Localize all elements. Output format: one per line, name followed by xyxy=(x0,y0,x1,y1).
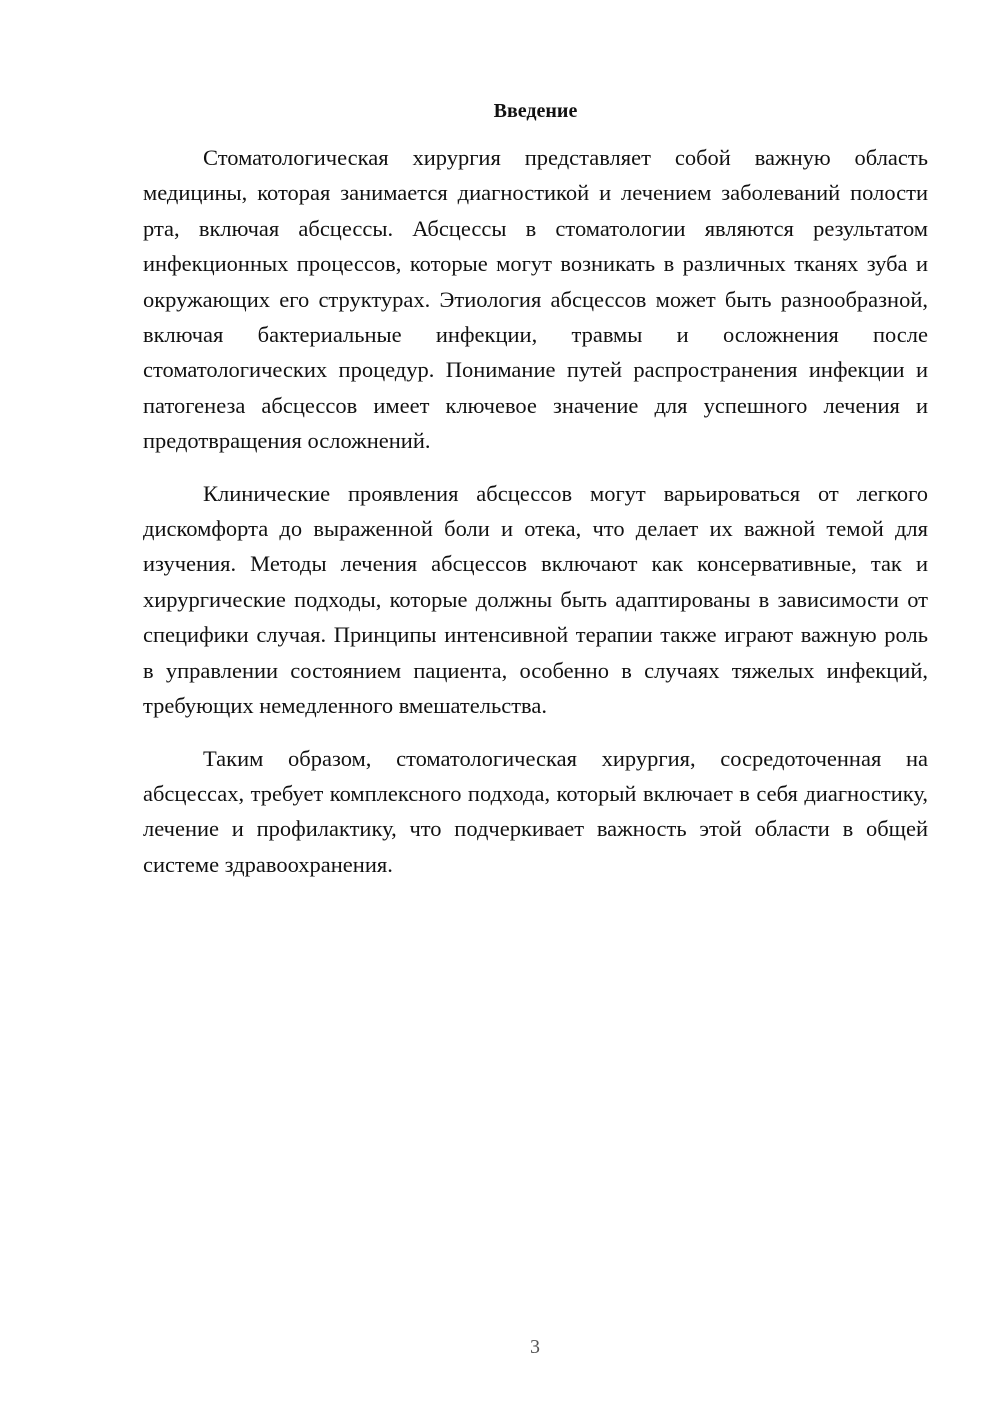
paragraph-conclusion: Таким образом, стоматологическая хирургия, сосредоточенная на абсцессах, требует комплексного подхода, который включает в себя диагностику, лечение и профилактику, что подчеркивает важность этой области в общей системе здравоохранения. xyxy=(143,745,928,877)
section-heading: Введение xyxy=(493,100,578,122)
page-number: 3 xyxy=(530,1336,540,1358)
paragraph-clinical: Клинические проявления абсцессов могут варьироваться от легкого дискомфорта до выраженной боли и отека, что делает их важной темой для изучения. Методы лечения абсцессов включают как консервативные, так и хирургические подходы, которые должны быть адаптированы в зависимости от специфики случая. Принципы интенсивной терапии также играют важную роль в управлении состоянием пациента, особенно в случаях тяжелых инфекций, требующих немедленного вмешательства. xyxy=(143,480,928,719)
page-content xyxy=(143,96,928,899)
paragraph-intro: Стоматологическая хирургия представляет собой важную область медицины, которая занимается диагностикой и лечением заболеваний полости рта, включая абсцессы. Абсцессы в стоматологии являются результатом инфекционных процессов, которые могут возникать в различных тканях зуба и окружающих его структурах. Этиология абсцессов может быть разнообразной, включая бактериальные инфекции, травмы и осложнения после стоматологических процедур. Понимание путей распространения инфекции и патогенеза абсцессов имеет ключевое значение для успешного лечения и предотвращения осложнений. xyxy=(143,145,928,454)
